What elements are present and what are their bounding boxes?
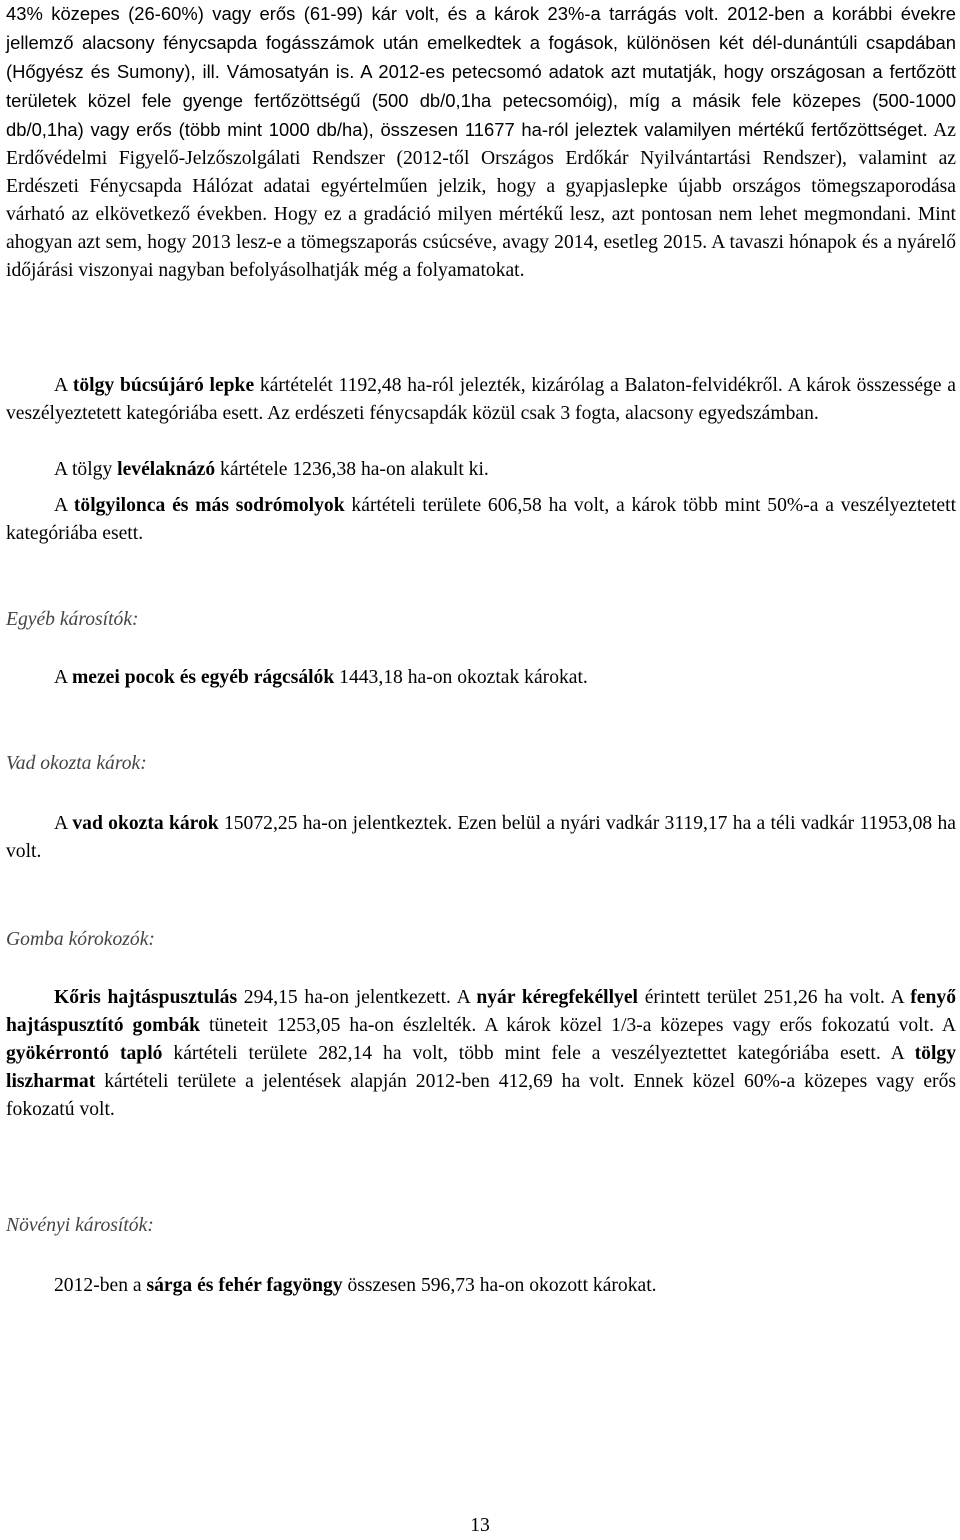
text-segment: A <box>54 375 73 396</box>
text-segment: 2012-ben a <box>54 1275 147 1296</box>
paragraph-ilonca <box>6 492 956 548</box>
bold-term: nyár kéregfekéllyel <box>476 987 638 1008</box>
page-number: 13 <box>470 1515 490 1536</box>
text-segment: tüneteit 1253,05 ha-on észlelték. A károk közel 1/3-a közepes vagy erős fokozatú volt. A <box>200 1015 956 1036</box>
text-segment: A <box>54 667 72 688</box>
paragraph-egyeb <box>6 664 956 692</box>
bold-term: vad okozta károk <box>72 813 219 834</box>
bold-term: gyökérrontó tapló <box>6 1043 163 1064</box>
paragraph-vad <box>6 810 956 866</box>
text-segment: kártételi területe 606,58 ha volt, a károk több mint 50%-a a veszélyeztetett kategóriába esett. <box>6 495 957 544</box>
bold-term: mezei pocok és egyéb rágcsálók <box>71 667 335 688</box>
text-segment: kártétele 1236,38 ha-on alakult ki. <box>215 459 489 480</box>
heading-vad: Vad okozta károk: <box>6 753 147 774</box>
paragraph-novenyi <box>6 1272 956 1300</box>
text-segment: 294,15 ha-on jelentkezett. A <box>237 987 477 1008</box>
paragraph-bucsujaro <box>6 372 956 428</box>
paragraph-levelaknazo <box>6 456 956 484</box>
intro-petecsomo-text: A 2012-es petecsomó adatok azt mutatják, hogy országosan a fertőzött területek közel fele gyenge fertőzöttségű (500 db/0,1ha petecsomóig), míg a másik fele közepes (500-1000 db/0,1ha) vagy erős (több mint 1000 db/ha), összesen 11677 ha-ról jeleztek valamilyen mértékű fertőzöttséget. <box>6 61 956 140</box>
text-segment: kártételi területe 282,14 ha volt, több mint fele a veszélyeztettet kategóriába esett. A <box>162 1043 915 1064</box>
bold-term: tölgy liszharmat <box>6 1043 956 1092</box>
text-segment: kártételét 1192,48 ha-ról jelezték, kizárólag a Balaton-felvidékről. A károk összessége a veszélyeztetett kategóriába esett. Az erdészeti fénycsapdák közül csak 3 fogta, alacsony egyedszámban. <box>6 375 956 424</box>
text-segment: kártételi területe a jelentések alapján 2012-ben 412,69 ha volt. Ennek közel 60%-a közepes vagy erős fokozatú volt. <box>6 1071 956 1120</box>
bold-term: tölgy búcsújáró lepke <box>72 375 255 396</box>
heading-gomba: Gomba kórokozók: <box>6 929 155 950</box>
paragraph-gomba <box>6 984 956 1124</box>
text-segment: A <box>54 495 74 516</box>
bold-term: sárga és fehér fagyöngy <box>146 1275 343 1296</box>
intro-paragraph <box>6 0 956 285</box>
intro-sans-text: 43% közepes (26-60%) vagy erős (61-99) kár volt, és a károk 23%-a tarrágás volt. 2012-ben a korábbi évekre jellemző alacsony fénycsapda fogásszámok után emelkedtek a fogások, különösen két dél-dunántúli csapdában (Hőgyész és Sumony), ill. Vámosatyán is. <box>6 3 956 82</box>
bold-term: tölgyilonca és más sodrómolyok <box>73 495 345 516</box>
text-segment: 1443,18 ha-on okoztak károkat. <box>334 667 588 688</box>
text-segment: A tölgy <box>54 459 118 480</box>
heading-egyeb: Egyéb károsítók: <box>6 609 139 630</box>
text-segment: 15072,25 ha-on jelentkeztek. Ezen belül a nyári vadkár 3119,17 ha a téli vadkár 11953,08 ha volt. <box>6 813 956 862</box>
text-segment: összesen 596,73 ha-on okozott károkat. <box>342 1275 657 1296</box>
bold-term: levélaknázó <box>117 459 216 480</box>
heading-novenyi: Növényi károsítók: <box>6 1215 154 1236</box>
text-segment: A <box>54 813 73 834</box>
bold-term: fenyő hajtáspusztító gombák <box>6 987 956 1036</box>
intro-serif-text: Az Erdővédelmi Figyelő-Jelzőszolgálati Rendszer (2012-től Országos Erdőkár Nyilvántartási Rendszer), valamint az Erdészeti Fénycsapda Hálózat adatai egyértelműen jelzik, hogy a gyapjaslepke újabb országos tömegszaporodása várható az elkövetkező években. Hogy ez a gradáció milyen mértékű lesz, azt pontosan nem lehet megmondani. Mint ahogyan azt sem, hogy 2013 lesz-e a tömegszaporás csúcséve, avagy 2014, esetleg 2015. A tavaszi hónapok és a nyárelő időjárási viszonyai nagyban befolyásolhatják még a folyamatokat. <box>6 120 956 281</box>
text-segment: érintett terület 251,26 ha volt. A <box>637 987 911 1008</box>
bold-term: Kőris hajtáspusztulás <box>54 987 238 1008</box>
